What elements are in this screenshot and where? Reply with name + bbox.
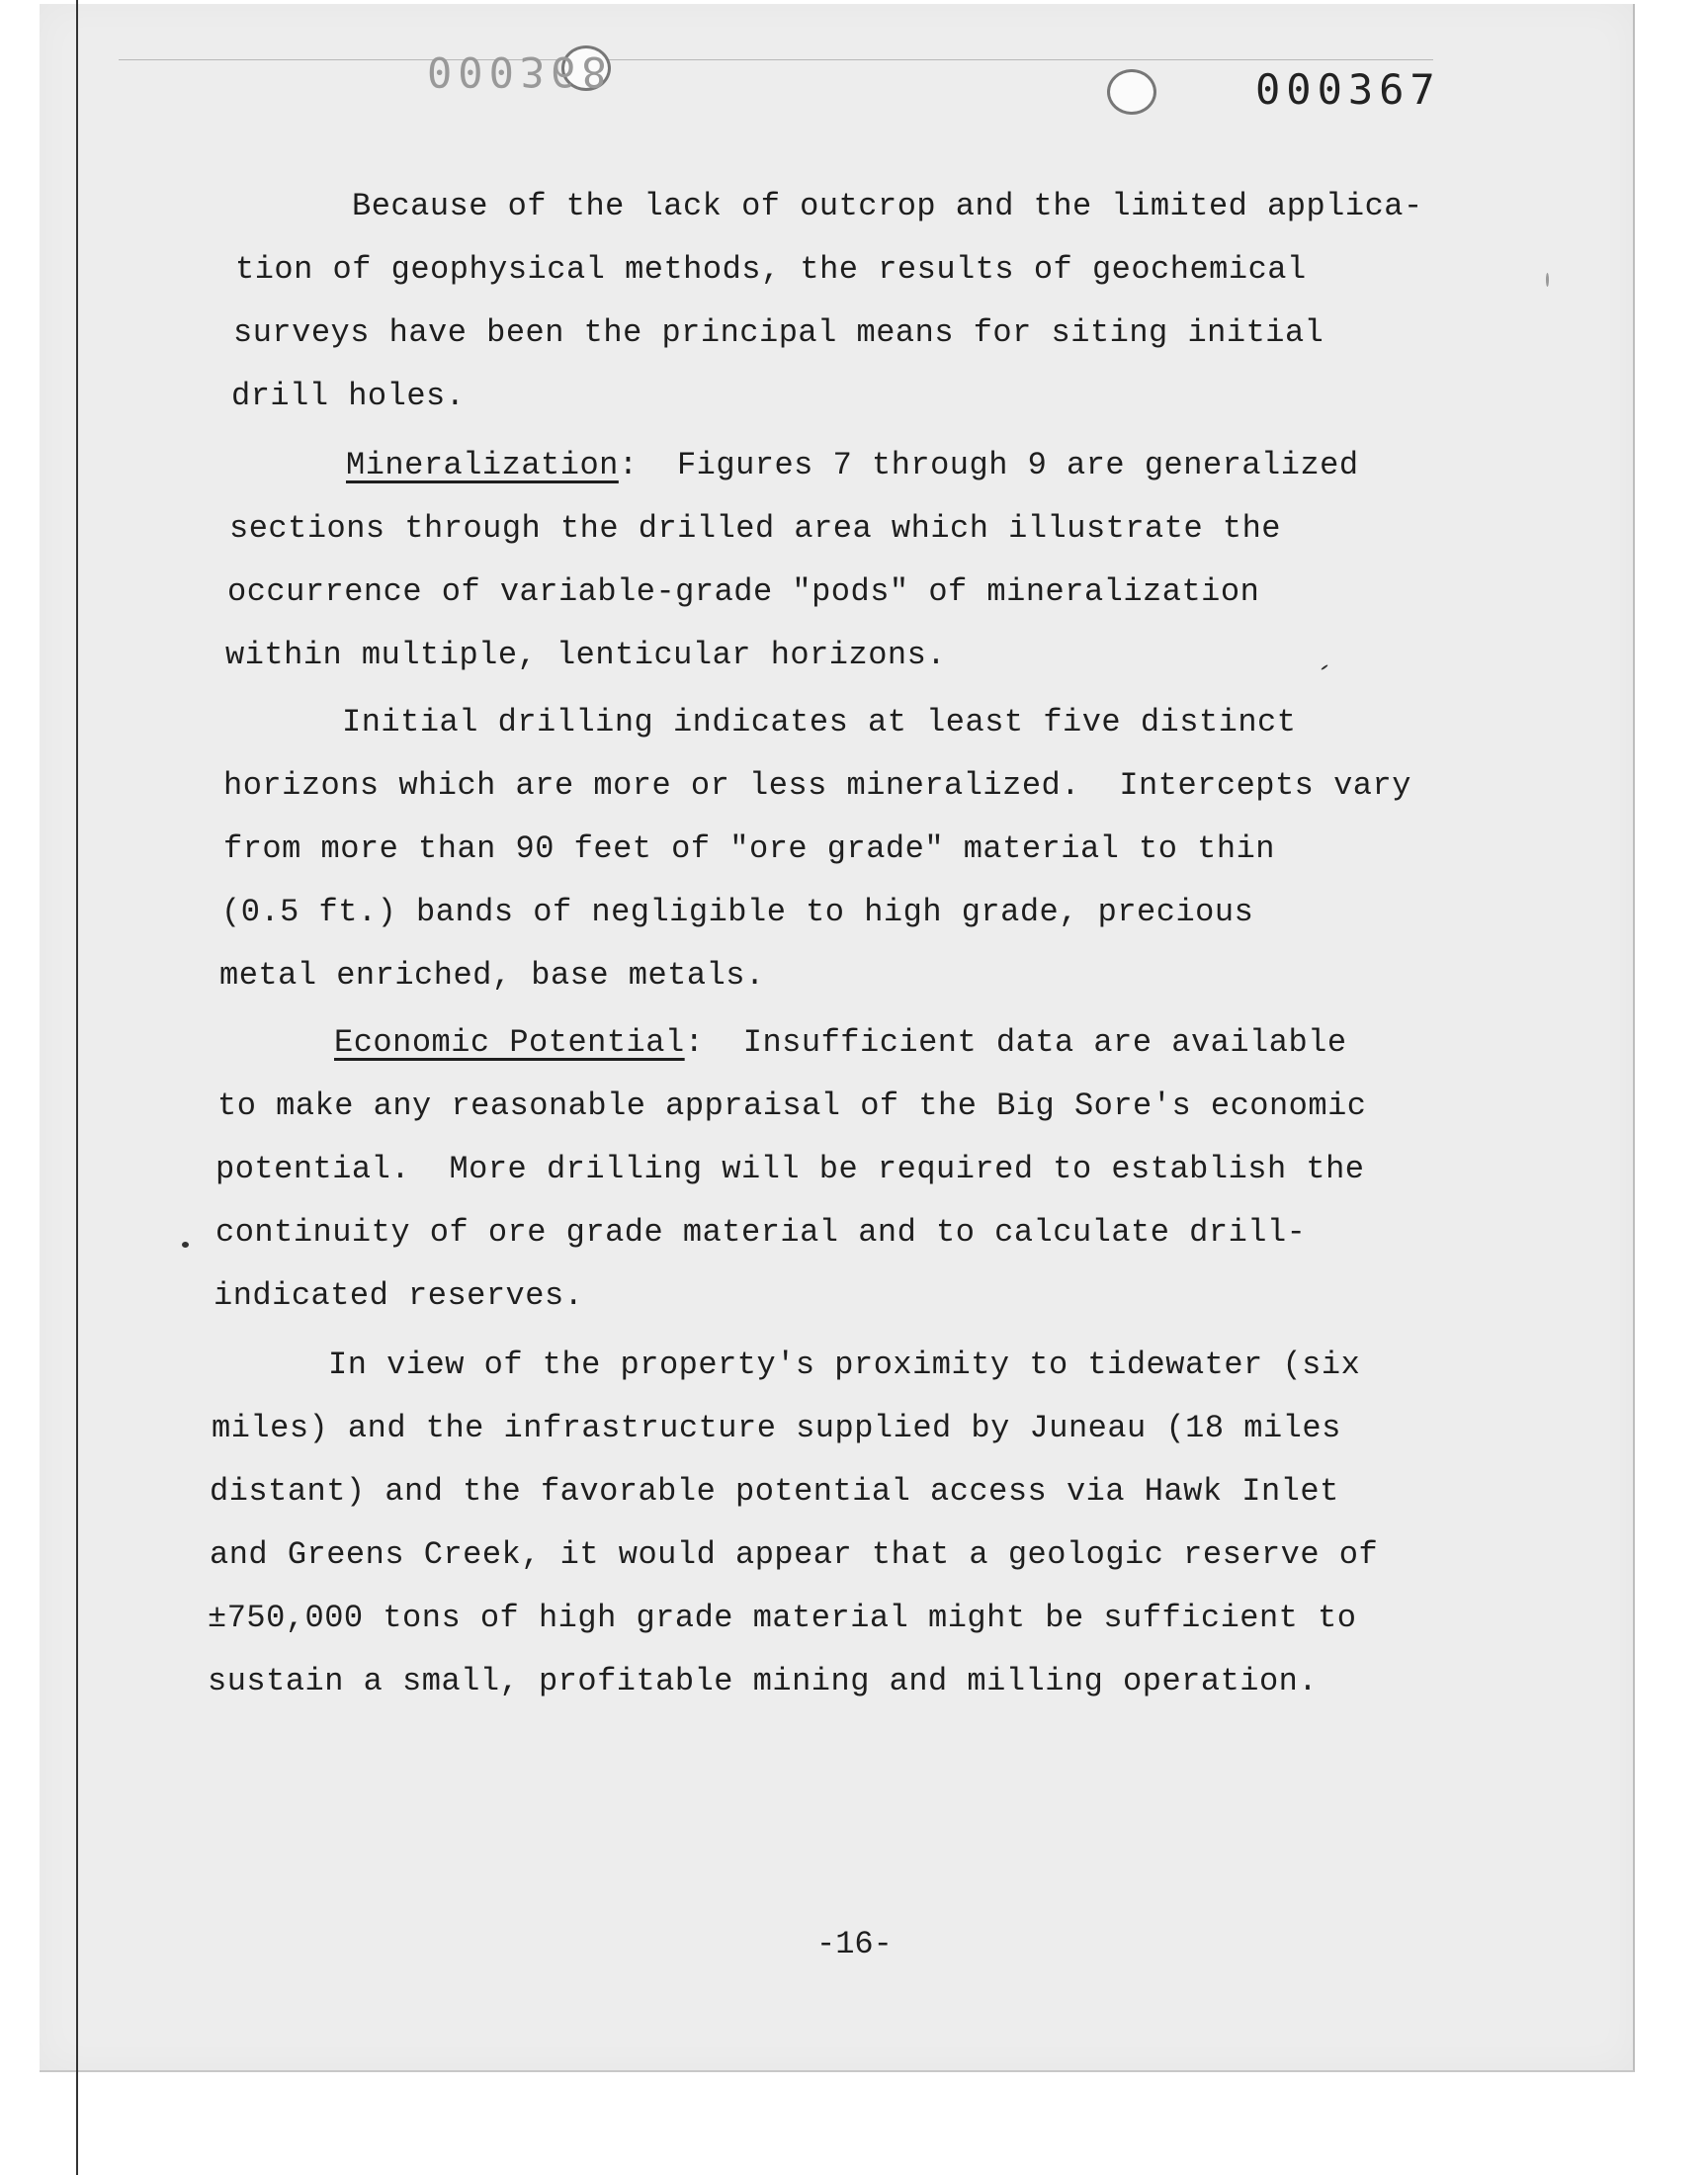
p2-line-3: occurrence of variable-grade "pods" of mineralization [227,573,1260,610]
p4-line-1-rest: : Insufficient data are available [684,1024,1347,1061]
p2-line-1-rest: : Figures 7 through 9 are generalized [618,447,1359,483]
bates-stamp-mirrored: 000368 [427,47,613,96]
page-number: -16- [816,1926,893,1962]
p3-line-5: metal enriched, base metals. [219,957,765,994]
p2-line-4: within multiple, lenticular horizons. [225,637,947,673]
p4-line-3: potential. More drilling will be required to establish the [215,1151,1365,1187]
header-rule [119,59,1433,60]
p5-line-3: distant) and the favorable potential access via Hawk Inlet [210,1473,1339,1510]
p3-line-2: horizons which are more or less mineralized. Intercepts vary [223,767,1411,804]
page-edge-line [76,0,78,2175]
scan-speck [182,1242,189,1248]
p2-line-1 [346,447,1359,483]
p5-line-5: ±750,000 tons of high grade material might be sufficient to [208,1600,1357,1636]
p3-line-1: Initial drilling indicates at least five distinct [342,704,1297,740]
heading-mineralization: Mineralization [346,447,619,483]
bates-stamp: 000367 [1255,65,1441,114]
scan-speck [1546,273,1549,287]
punch-hole-right [1107,69,1156,115]
p5-line-4: and Greens Creek, it would appear that a geologic reserve of [210,1536,1379,1573]
p2-line-2: sections through the drilled area which illustrate the [229,510,1281,547]
p3-line-4: (0.5 ft.) bands of negligible to high grade, precious [221,894,1254,930]
p5-line-6: sustain a small, profitable mining and milling operation. [208,1663,1319,1699]
p1-line-2: tion of geophysical methods, the results of geochemical [235,251,1307,288]
p4-line-5: indicated reserves. [214,1277,584,1314]
p3-line-3: from more than 90 feet of "ore grade" material to thin [223,830,1275,867]
p5-line-2: miles) and the infrastructure supplied by Juneau (18 miles [212,1410,1341,1446]
p1-line-3: surveys have been the principal means for siting initial [233,314,1324,351]
p1-line-4: drill holes. [231,378,466,414]
p1-line-1: Because of the lack of outcrop and the limited applica- [352,188,1423,224]
p4-line-4: continuity of ore grade material and to calculate drill- [215,1214,1307,1251]
p5-line-1: In view of the property's proximity to tidewater (six [328,1347,1361,1383]
p4-line-1 [334,1024,1347,1061]
heading-economic-potential: Economic Potential [334,1024,685,1061]
p4-line-2: to make any reasonable appraisal of the Big Sore's economic [217,1088,1367,1124]
